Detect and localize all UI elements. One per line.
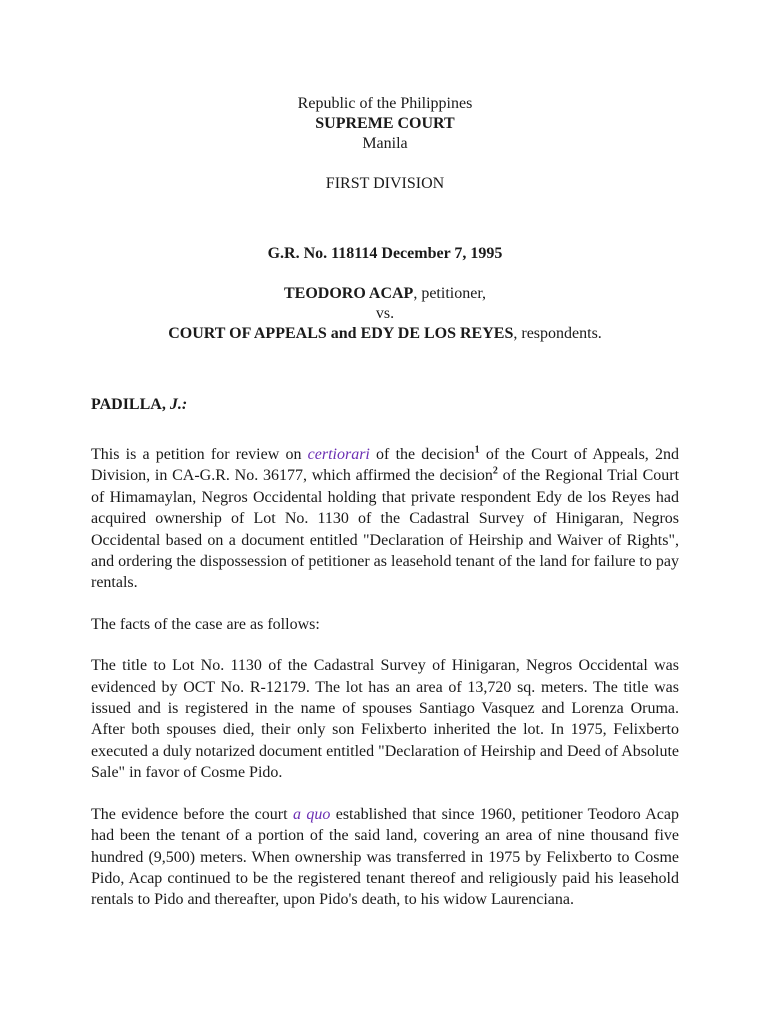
document-body xyxy=(91,94,679,911)
p4-text-b: established that since 1960, petitioner Teodoro Acap had been the tenant of a portion of the said land, covering an area of nine thousand five hundred (9,500) meters. When ownership was transferred in 1975 by Felixberto to Cosme Pido, Acap continued to be the registered tenant thereof and religiously paid his leasehold rentals to Pido and thereafter, upon Pido's death, to his widow Laurenciana. xyxy=(91,805,679,909)
versus-line: vs. xyxy=(375,305,395,322)
respondents-names: COURT OF APPEALS and EDY DE LOS REYES xyxy=(168,325,514,342)
court-header xyxy=(91,94,679,194)
paragraph-3: The title to Lot No. 1130 of the Cadastral Survey of Hinigaran, Negros Occidental was evidenced by OCT No. R-12179. The lot has an area of 13,720 sq. meters. The title was issued and is registered in the name of spouses Santiago Vasquez and Lorenza Oruma. After both spouses died, their only son Felixberto inherited the lot. In 1975, Felixberto executed a duly notarized document entitled "Declaration of Heirship and Deed of Absolute Sale" in favor of Cosme Pido. xyxy=(91,657,679,782)
case-caption xyxy=(91,244,679,344)
paragraph-1 xyxy=(91,444,679,594)
a-quo-term: a quo xyxy=(292,805,331,823)
republic-line: Republic of the Philippines xyxy=(297,95,473,112)
petitioner-role: , petitioner, xyxy=(413,285,486,302)
p1-text-d: of the Regional Trial Court of Himamaylan, Negros Occidental holding that private respondent Edy de los Reyes had acquired ownership of Lot No. 1130 of the Cadastral Survey of Hinigaran, Negros Occidental based on a document entitled "Declaration of Heirship and Waiver of Rights", and ordering the dispossession of petitioner as leasehold tenant of the land for failure to pay rentals. xyxy=(91,467,680,592)
p1-text-c: of the Court of Appeals, 2nd Division, in CA-G.R. No. 36177, which affirmed the decision xyxy=(91,446,679,485)
p4-text-a: The evidence before the court xyxy=(91,805,293,823)
footnote-ref-2[interactable]: 2 xyxy=(492,466,498,478)
respondents-role: , respondents. xyxy=(513,325,602,342)
respondents-line xyxy=(91,324,679,344)
paragraph-2: The facts of the case are as follows: xyxy=(91,615,320,633)
ponente-title: J.: xyxy=(169,396,188,413)
petitioner-name: TEODORO ACAP xyxy=(283,285,414,302)
petitioner-line xyxy=(91,284,679,304)
division-name: FIRST DIVISION xyxy=(325,175,445,192)
ponente-name: PADILLA, xyxy=(91,396,170,413)
court-name: SUPREME COURT xyxy=(315,115,455,132)
p1-text-b: of the decision xyxy=(369,446,475,463)
court-city: Manila xyxy=(362,135,408,152)
footnote-ref-1[interactable]: 1 xyxy=(474,444,480,456)
paragraph-4 xyxy=(91,804,679,911)
ponente xyxy=(91,395,679,415)
p1-text-a: This is a petition for review on xyxy=(91,446,308,463)
gr-number: G.R. No. 118114 December 7, 1995 xyxy=(267,245,503,262)
certiorari-term: certiorari xyxy=(307,446,370,463)
